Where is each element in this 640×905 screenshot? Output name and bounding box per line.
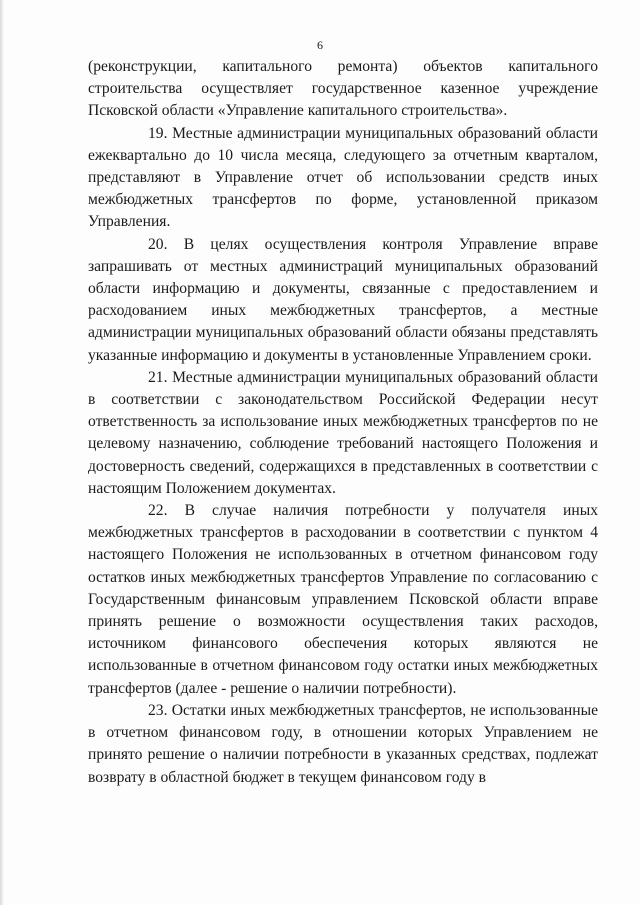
page-number: 6	[317, 38, 323, 52]
paragraph-23: 23. Остатки иных межбюджетных трансфертов, не использованные в отчетном финансовом году, в отношении которых Управлением не принято решение о наличии потребности в указанных средствах, подлежат возврату в областной бюджет в текущем финансовом году в	[88, 701, 598, 786]
paragraph-21: 21. Местные администрации муниципальных образований области в соответствии с законодательством Российской Федерации несут ответственность за использование иных межбюджетных трансфертов по не целевому назначению, соблюдение требований настоящего Положения и достоверность сведений, содержащихся в представленных в соответствии с настоящим Положением документах.	[88, 368, 598, 497]
page-edge-shadow	[0, 0, 4, 905]
paragraph-19: 19. Местные администрации муниципальных образований области ежеквартально до 10 числа месяца, следующего за отчетным кварталом, представляют в Управление отчет об использовании средств иных межбюджетных трансфертов по форме, установленной приказом Управления.	[88, 124, 598, 231]
paragraph-20: 20. В целях осуществления контроля Управление вправе запрашивать от местных администраций муниципальных образований области информацию и документы, связанные с предоставлением и расходованием иных межбюджетных трансфертов, а местные администрации муниципальных образований области обязаны представлять указанные информацию и документы в установленные Управлением сроки.	[88, 235, 598, 364]
document-body	[88, 56, 598, 789]
paragraph-22: 22. В случае наличия потребности у получателя иных межбюджетных трансфертов в расходовании в соответствии с пунктом 4 настоящего Положения не использованных в отчетном финансовом году остатков иных межбюджетных трансфертов Управление по согласованию с Государственным финансовым управлением Псковской области вправе принять решение о возможности осуществления таких расходов, источником финансового обеспечения которых являются не использованные в отчетном финансовом году остатки иных межбюджетных трансфертов (далее - решение о наличии потребности).	[88, 502, 598, 697]
paragraph-continuation: (реконструкции, капитального ремонта) объектов капитального строительства осуществляет государственное казенное учреждение Псковской области «Управление капитального строительства».	[88, 58, 598, 120]
